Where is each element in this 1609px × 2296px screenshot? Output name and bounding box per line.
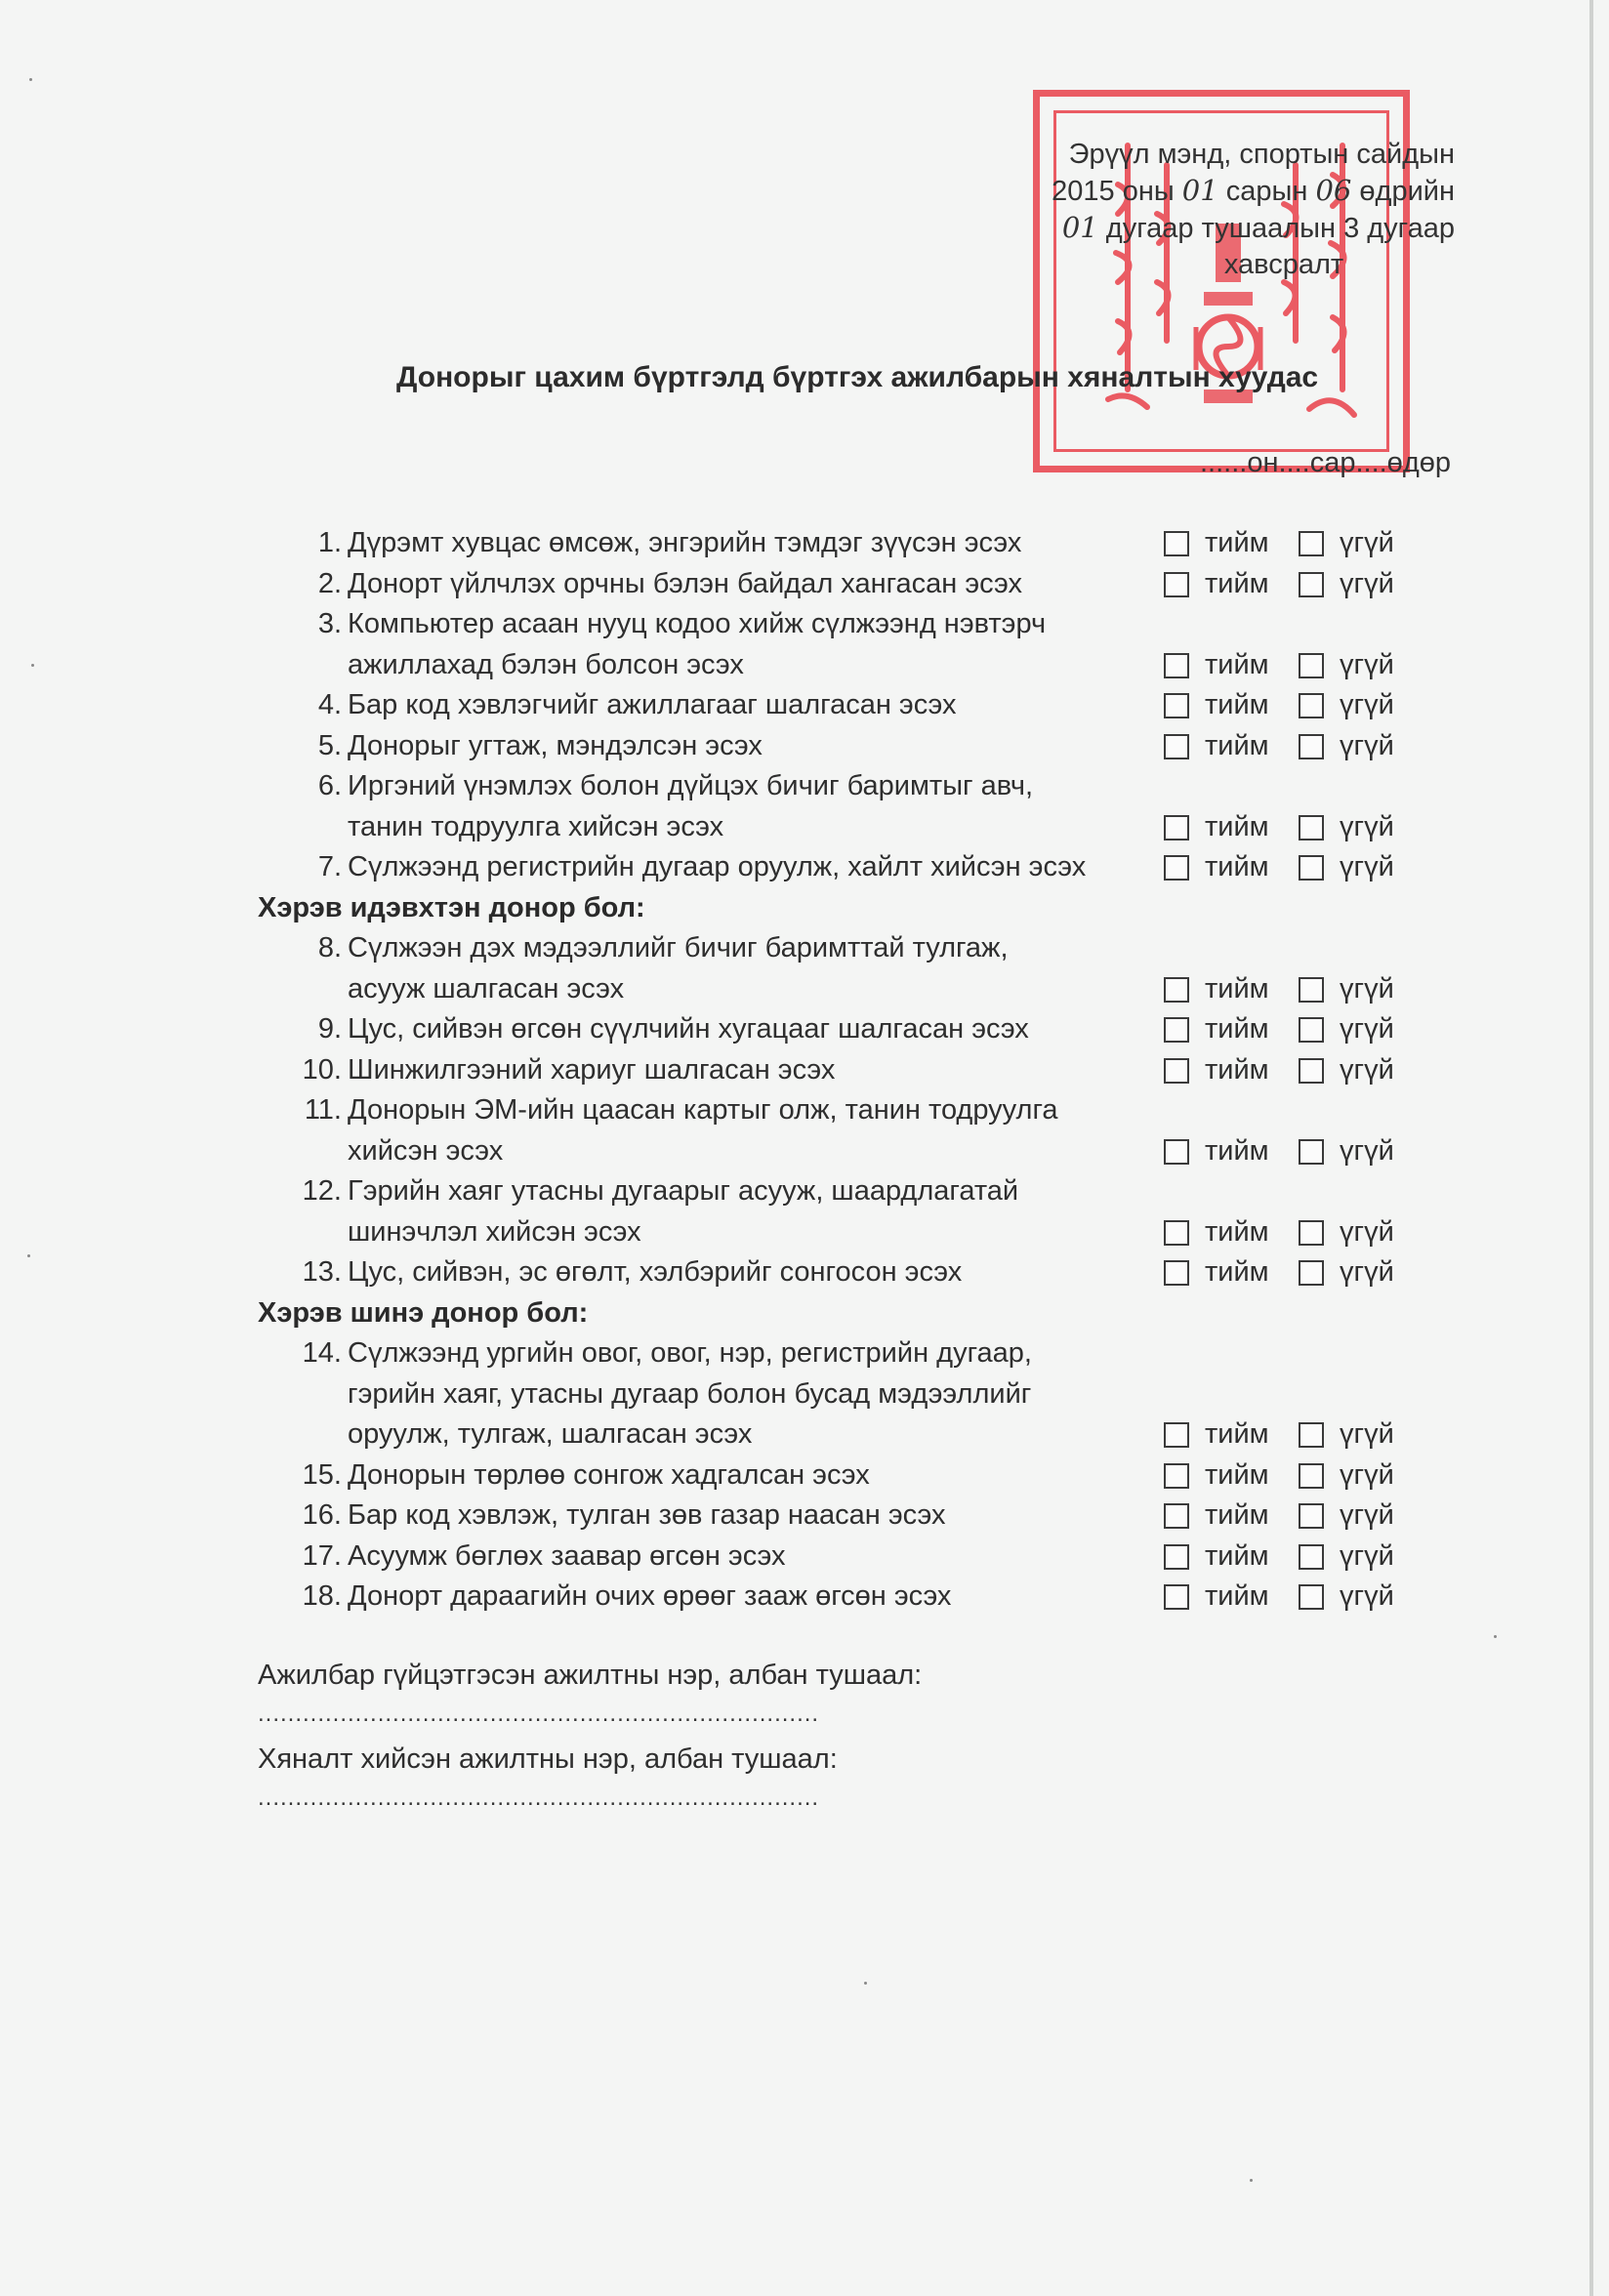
item-text: Гэрийн хаяг утасны дугаарыг асууж, шаардлагатай <box>348 1175 1019 1207</box>
no-checkbox[interactable] <box>1299 572 1324 597</box>
yes-label: тийм <box>1205 527 1269 558</box>
no-label: үгүй <box>1340 729 1394 761</box>
item-number: 16. <box>302 1499 342 1531</box>
no-checkbox[interactable] <box>1299 1544 1324 1570</box>
scan-speck <box>1250 2179 1253 2182</box>
item-text: Цус, сийвэн өгсөн сүүлчийн хугацааг шалгасан эсэх <box>348 1013 1029 1045</box>
yes-checkbox[interactable] <box>1164 653 1189 678</box>
item-text: Бар код хэвлэгчийг ажиллагааг шалгасан эсэх <box>348 689 957 720</box>
yes-checkbox[interactable] <box>1164 1220 1189 1246</box>
no-label: үгүй <box>1340 689 1394 720</box>
item-text: хийсэн эсэх <box>348 1134 504 1167</box>
item-text: Иргэний үнэмлэх болон дүйцэх бичиг баримтыг авч, <box>348 770 1034 801</box>
yes-checkbox[interactable] <box>1164 855 1189 881</box>
item-text: Сүлжээнд ургийн овог, овог, нэр, регистрийн дугаар, <box>348 1337 1032 1369</box>
no-checkbox[interactable] <box>1299 1463 1324 1489</box>
handwritten-month: 01 <box>1181 174 1218 207</box>
no-checkbox[interactable] <box>1299 1058 1324 1084</box>
no-label: үгүй <box>1340 1418 1394 1450</box>
no-checkbox[interactable] <box>1299 1017 1324 1043</box>
no-label: үгүй <box>1340 851 1394 882</box>
yes-checkbox[interactable] <box>1164 1139 1189 1165</box>
yes-label: тийм <box>1205 810 1269 842</box>
no-label: үгүй <box>1340 1458 1394 1491</box>
appendix-header <box>996 137 1455 283</box>
item-number: 13. <box>302 1256 342 1288</box>
yes-checkbox[interactable] <box>1164 1260 1189 1286</box>
item-text: Цус, сийвэн, эс өгөлт, хэлбэрийг сонгосон эсэх <box>348 1256 963 1288</box>
yes-label: тийм <box>1205 1215 1269 1248</box>
yes-label: тийм <box>1205 1134 1269 1167</box>
no-checkbox[interactable] <box>1299 1139 1324 1165</box>
item-text: Бар код хэвлэж, тулган зөв газар наасан эсэх <box>348 1499 946 1531</box>
yes-label: тийм <box>1205 1053 1269 1086</box>
yes-label: тийм <box>1205 648 1269 680</box>
yes-checkbox[interactable] <box>1164 572 1189 597</box>
header-line-4: хавсралт <box>1223 249 1344 280</box>
no-label: үгүй <box>1340 810 1394 842</box>
item-number: 18. <box>302 1580 342 1612</box>
scan-speck <box>29 78 32 81</box>
item-text: шинэчлэл хийсэн эсэх <box>348 1215 641 1248</box>
item-number: 2. <box>317 567 342 599</box>
item-number: 10. <box>302 1053 342 1086</box>
yes-checkbox[interactable] <box>1164 693 1189 718</box>
item-text: Сүлжээнд регистрийн дугаар оруулж, хайлт хийсэн эсэх <box>348 851 1087 882</box>
item-text: Сүлжээн дэх мэдээллийг бичиг баримттай тулгаж, <box>348 932 1009 964</box>
yes-label: тийм <box>1205 729 1269 761</box>
yes-label: тийм <box>1205 1418 1269 1450</box>
no-label: үгүй <box>1340 1134 1394 1167</box>
yes-checkbox[interactable] <box>1164 815 1189 840</box>
item-number: 7. <box>317 851 342 882</box>
item-number: 8. <box>317 932 342 964</box>
item-number: 3. <box>317 608 342 639</box>
no-label: үгүй <box>1340 1053 1394 1086</box>
scan-speck <box>27 1254 30 1257</box>
item-text: асууж шалгасан эсэх <box>348 972 625 1004</box>
no-checkbox[interactable] <box>1299 734 1324 759</box>
yes-label: тийм <box>1205 972 1269 1004</box>
yes-checkbox[interactable] <box>1164 734 1189 759</box>
header-line-1: Эрүүл мэнд, спортын сайдын <box>1068 139 1455 170</box>
no-checkbox[interactable] <box>1299 1503 1324 1529</box>
handwritten-order-number: 01 <box>1061 211 1098 244</box>
no-label: үгүй <box>1340 1013 1394 1045</box>
item-text: Донорт үйлчлэх орчны бэлэн байдал хангасан эсэх <box>348 567 1022 599</box>
yes-label: тийм <box>1205 689 1269 720</box>
no-checkbox[interactable] <box>1299 1584 1324 1610</box>
scan-speck <box>31 664 34 667</box>
yes-checkbox[interactable] <box>1164 977 1189 1003</box>
item-text: гэрийн хаяг, утасны дугаар болон бусад мэдээллийг <box>348 1377 1032 1410</box>
yes-label: тийм <box>1205 1580 1269 1612</box>
yes-label: тийм <box>1205 1458 1269 1491</box>
item-text: Шинжилгээний хариуг шалгасан эсэх <box>348 1053 836 1086</box>
no-checkbox[interactable] <box>1299 815 1324 840</box>
performer-signature-line: ........................................................................... <box>258 1701 820 1727</box>
no-label: үгүй <box>1340 1215 1394 1248</box>
yes-label: тийм <box>1205 1256 1269 1288</box>
performer-label: Ажилбар гүйцэтгэсэн ажилтны нэр, албан тушаал: <box>258 1660 923 1691</box>
yes-checkbox[interactable] <box>1164 1544 1189 1570</box>
item-text: оруулж, тулгаж, шалгасан эсэх <box>348 1418 753 1450</box>
no-label: үгүй <box>1340 1580 1394 1612</box>
item-number: 14. <box>302 1337 342 1369</box>
item-number: 6. <box>317 770 342 801</box>
section-heading: Хэрэв шинэ донор бол: <box>258 1296 589 1329</box>
scan-speck <box>864 1982 867 1985</box>
header-line-3: 01 дугаар тушаалын 3 дугаар <box>1061 211 1455 244</box>
item-number: 4. <box>317 689 342 720</box>
yes-label: тийм <box>1205 1539 1269 1572</box>
controller-label: Хяналт хийсэн ажилтны нэр, албан тушаал: <box>258 1743 838 1775</box>
item-number: 17. <box>302 1539 342 1572</box>
no-checkbox[interactable] <box>1299 1220 1324 1246</box>
no-checkbox[interactable] <box>1299 1260 1324 1286</box>
item-text: Донорын ЭМ-ийн цаасан картыг олж, танин тодруулга <box>348 1094 1058 1126</box>
yes-label: тийм <box>1205 567 1269 599</box>
yes-checkbox[interactable] <box>1164 1058 1189 1084</box>
no-label: үгүй <box>1340 527 1394 558</box>
handwritten-day: 06 <box>1315 174 1352 207</box>
yes-checkbox[interactable] <box>1164 1422 1189 1448</box>
item-text: Дүрэмт хувцас өмсөж, энгэрийн тэмдэг зүүсэн эсэх <box>348 527 1022 558</box>
no-checkbox[interactable] <box>1299 855 1324 881</box>
item-number: 9. <box>317 1013 342 1045</box>
no-checkbox[interactable] <box>1299 977 1324 1003</box>
item-text: Донорын төрлөө сонгож хадгалсан эсэх <box>348 1458 870 1491</box>
no-label: үгүй <box>1340 1539 1394 1572</box>
yes-label: тийм <box>1205 1013 1269 1045</box>
yes-checkbox[interactable] <box>1164 1463 1189 1489</box>
yes-checkbox[interactable] <box>1164 1017 1189 1043</box>
item-number: 5. <box>317 729 342 761</box>
item-text: ажиллахад бэлэн болсон эсэх <box>348 648 744 680</box>
date-line: ......он....сар....өдөр <box>1199 447 1451 478</box>
yes-label: тийм <box>1205 851 1269 882</box>
item-number: 11. <box>304 1094 342 1126</box>
yes-checkbox[interactable] <box>1164 1584 1189 1610</box>
no-checkbox[interactable] <box>1299 653 1324 678</box>
yes-label: тийм <box>1205 1499 1269 1531</box>
page-edge <box>1589 0 1593 2296</box>
item-text: Компьютер асаан нууц кодоо хийж сүлжээнд нэвтэрч <box>348 608 1047 639</box>
controller-signature-line: ........................................................................... <box>258 1784 820 1811</box>
item-number: 1. <box>317 527 342 558</box>
item-number: 15. <box>302 1458 342 1491</box>
yes-checkbox[interactable] <box>1164 531 1189 556</box>
no-checkbox[interactable] <box>1299 531 1324 556</box>
item-text: танин тодруулга хийсэн эсэх <box>348 810 724 842</box>
no-label: үгүй <box>1340 1499 1394 1531</box>
no-label: үгүй <box>1340 1256 1394 1288</box>
no-label: үгүй <box>1340 648 1394 680</box>
yes-checkbox[interactable] <box>1164 1503 1189 1529</box>
item-text: Донорыг угтаж, мэндэлсэн эсэх <box>348 729 763 761</box>
scan-speck <box>1494 1635 1497 1638</box>
no-checkbox[interactable] <box>1299 1422 1324 1448</box>
section-heading: Хэрэв идэвхтэн донор бол: <box>258 891 645 923</box>
header-line-2: 2015 оны 01 сарын 06 өдрийн <box>1052 174 1455 207</box>
no-label: үгүй <box>1340 567 1394 599</box>
no-label: үгүй <box>1340 972 1394 1004</box>
item-text: Асуумж бөглөх заавар өгсөн эсэх <box>348 1539 786 1572</box>
no-checkbox[interactable] <box>1299 693 1324 718</box>
item-text: Донорт дараагийн очих өрөөг зааж өгсөн эсэх <box>348 1580 952 1612</box>
document-title: Донорыг цахим бүртгэлд бүртгэх ажилбарын хяналтын хуудас <box>396 361 1319 393</box>
item-number: 12. <box>302 1175 342 1207</box>
